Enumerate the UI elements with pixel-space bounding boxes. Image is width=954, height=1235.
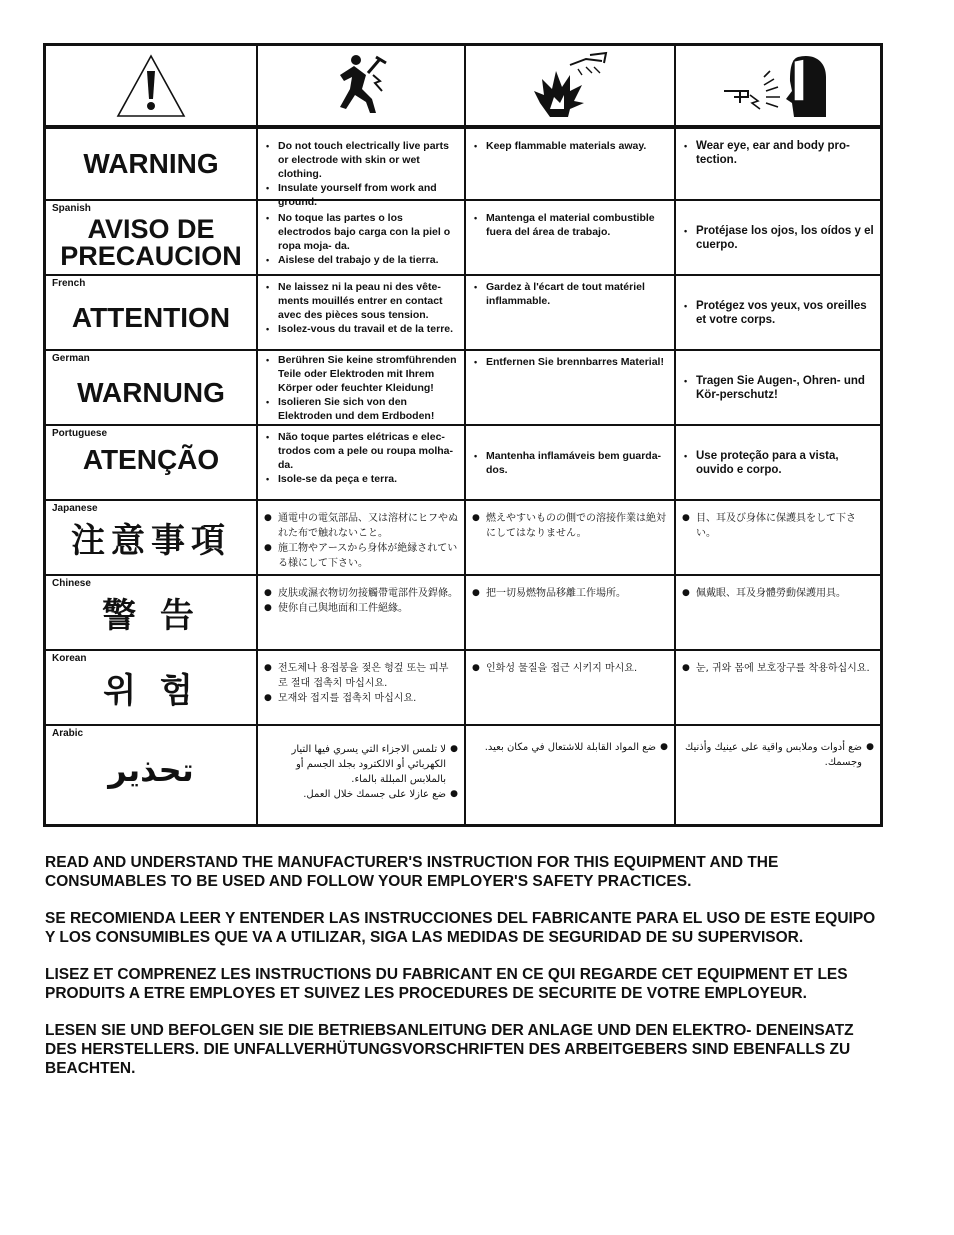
- list-item: • Ne laissez ni la peau ni des vête- ments mouillés entrer en contact avec des pièces sous tension.: [264, 280, 458, 322]
- row-korean-fire: [466, 651, 676, 726]
- row-chinese-fire: [466, 576, 676, 651]
- list-item: • Protégez vos yeux, vos oreilles et votre corps.: [682, 299, 874, 327]
- row-korean-label: [46, 651, 258, 726]
- list-item: • Isolez-vous du travail et de la terre.: [264, 322, 458, 336]
- language-label: Chinese: [52, 578, 91, 589]
- row-korean-electric: [258, 651, 466, 726]
- list-item: ● 目、耳及び身体に保護具をして下さい。: [682, 511, 874, 541]
- list-item: • Tragen Sie Augen-, Ohren- und Kör-perschutz!: [682, 374, 874, 402]
- list-item: • Aislese del trabajo y de la tierra.: [264, 253, 458, 267]
- language-label: French: [52, 278, 86, 289]
- row-spanish-label: [46, 201, 258, 276]
- list-item: • Do not touch electrically live parts or electrode with skin or wet clothing.: [264, 139, 458, 181]
- note-french: LISEZ ET COMPRENEZ LES INSTRUCTIONS DU FABRICANT EN CE QUI REGARDE CET EQUIPMENT ET LES PRODUITS A ETRE EMPLOYES ET SUIVEZ LES PROCEDURES DE SECURITE DE VOTRE EMPLOYEUR.: [45, 966, 848, 1002]
- language-label: Spanish: [52, 203, 91, 214]
- language-label: German: [52, 353, 90, 364]
- header-protect-cell: [676, 46, 880, 129]
- list-item: ● 전도체나 용접봉을 젖은 헝겊 또는 피부로 절대 접촉치 마십시요.: [264, 661, 458, 691]
- list-item: ● ضع عازلا على جسمك خلال العمل.: [264, 787, 458, 802]
- list-item: ● 通電中の電気部品、又は溶材にヒフやぬれた布で触れないこと。: [264, 511, 458, 541]
- row-japanese-label: [46, 501, 258, 576]
- row-german-electric: [258, 351, 466, 426]
- row-german-protect: [676, 351, 880, 426]
- list-item: • Mantenha inflamáveis bem guarda- dos.: [472, 449, 668, 477]
- list-item: ● 모재와 접지를 접촉치 마십시요.: [264, 691, 458, 706]
- list-item: • Gardez à l'écart de tout matériel inflammable.: [472, 280, 668, 308]
- warning-word-chinese: 警 告: [102, 596, 200, 637]
- list-item: • Berühren Sie keine stromführenden Teile oder Elektroden mit Ihrem Körper oder feuchter Kleidung!: [264, 353, 458, 395]
- row-portuguese-electric: [258, 426, 466, 501]
- row-portuguese-label: [46, 426, 258, 501]
- row-german-fire: [466, 351, 676, 426]
- list-item: • Isolieren Sie sich von den Elektroden und dem Erdboden!: [264, 395, 458, 423]
- row-japanese-fire: [466, 501, 676, 576]
- language-label: Arabic: [52, 728, 84, 739]
- list-item: ● 佩戴眼、耳及身體勞動保護用具。: [682, 586, 874, 601]
- language-label: Korean: [52, 653, 87, 664]
- list-item: • Insulate yourself from work and ground.: [264, 181, 458, 209]
- note-german: LESEN SIE UND BEFOLGEN SIE DIE BETRIEBSANLEITUNG DER ANLAGE UND DEN ELEKTRO- DENEINSATZ DES HERSTELLERS. DIE UNFALLVERHÜTUNGSVORSCHRIFTEN DES ARBEITGEBERS SIND EBENFALLS ZU BEACHTEN.: [45, 1022, 854, 1077]
- header-fire-cell: [466, 46, 676, 129]
- warning-word-french: ATTENTION: [71, 301, 231, 333]
- row-english-fire: [466, 129, 676, 201]
- note-english: READ AND UNDERSTAND THE MANUFACTURER'S INSTRUCTION FOR THIS EQUIPMENT AND THE CONSUMABLES TO BE USED AND FOLLOW YOUR EMPLOYER'S SAFETY PRACTICES.: [45, 854, 779, 890]
- list-item: ● 施工物やアースから身体が絶縁されている様にして下さい。: [264, 541, 458, 571]
- row-english-protect: [676, 129, 880, 201]
- list-item: ● 인화성 물질을 접근 시키지 마시요.: [472, 661, 668, 676]
- list-item: • Mantenga el material combustible fuera del área de trabajo.: [472, 211, 668, 239]
- row-french-electric: [258, 276, 466, 351]
- list-item: • Keep flammable materials away.: [472, 139, 668, 153]
- electric-shock-icon: [328, 51, 394, 121]
- language-label: Portuguese: [52, 428, 108, 439]
- list-item: • Use proteção para a vista, ouvido e corpo.: [682, 449, 874, 477]
- language-label: Japanese: [52, 503, 98, 514]
- warning-word-korean: 위 험: [103, 671, 199, 712]
- list-item: • Não toque partes elétricas e elec- trodos com a pele ou roupa molha- da.: [264, 430, 458, 472]
- warning-triangle-icon: [115, 53, 187, 119]
- row-japanese-protect: [676, 501, 880, 576]
- warning-word-portuguese: ATENÇÃO: [82, 444, 220, 476]
- row-french-protect: [676, 276, 880, 351]
- row-japanese-electric: [258, 501, 466, 576]
- row-arabic-electric: [258, 726, 466, 824]
- list-item: • Entfernen Sie brennbarres Material!: [472, 355, 668, 369]
- list-item: ● ضع أدوات وملابس واقية على عينيك وأذنيك وجسمك.: [682, 740, 874, 770]
- row-chinese-label: [46, 576, 258, 651]
- warning-word-spanish: AVISO DE PRECAUCION: [60, 214, 242, 272]
- warning-word-english: WARNING: [83, 148, 219, 179]
- face-shield-sparks-icon: [718, 51, 838, 121]
- row-chinese-electric: [258, 576, 466, 651]
- list-item: ● 使你自己與地面和工件絕緣。: [264, 601, 458, 616]
- row-spanish-electric: [258, 201, 466, 276]
- header-electric-cell: [258, 46, 466, 129]
- list-item: ● لا تلمس الاجزاء التي يسري فيها التيار الكهربائي أو الالكترود بجلد الجسم أو بالملابس المبللة بالماء.: [264, 742, 458, 787]
- row-spanish-fire: [466, 201, 676, 276]
- instruction-notes: [45, 853, 885, 1096]
- list-item: • Isole-se da peça e terra.: [264, 472, 458, 486]
- note-spanish: SE RECOMIENDA LEER Y ENTENDER LAS INSTRUCCIONES DEL FABRICANTE PARA EL USO DE ESTE EQUIPO Y LOS CONSUMIBLES QUE VA A UTILIZAR, SIGA LAS MEDIDAS DE SEGURIDAD DE SU SUPERVISOR.: [45, 910, 876, 946]
- warning-word-japanese: 注意事項: [71, 521, 231, 562]
- list-item: ● 燃えやすいものの側での溶接作業は絶対にしてはなりません。: [472, 511, 668, 541]
- warning-table: [43, 43, 883, 827]
- list-item: • No toque las partes o los electrodos bajo carga con la piel o ropa moja- da.: [264, 211, 458, 253]
- list-item: ● 눈, 귀와 몸에 보호장구를 착용하십시요.: [682, 661, 874, 676]
- warning-word-german: WARNUNG: [77, 376, 225, 408]
- warning-word-arabic: تحذير: [108, 751, 194, 790]
- row-french-fire: [466, 276, 676, 351]
- row-arabic-fire: [466, 726, 676, 824]
- fire-explosion-icon: [530, 51, 610, 121]
- row-korean-protect: [676, 651, 880, 726]
- list-item: ● 皮肤或濕衣物切勿接觸帶電部件及銲條。: [264, 586, 458, 601]
- row-arabic-label: [46, 726, 258, 824]
- row-english-label: [46, 129, 258, 201]
- row-chinese-protect: [676, 576, 880, 651]
- list-item: • Wear eye, ear and body pro- tection.: [682, 139, 874, 167]
- row-arabic-protect: [676, 726, 880, 824]
- list-item: ● 把一切易燃物品移離工作場所。: [472, 586, 668, 601]
- row-portuguese-fire: [466, 426, 676, 501]
- row-spanish-protect: [676, 201, 880, 276]
- list-item: • Protéjase los ojos, los oídos y el cuerpo.: [682, 224, 874, 252]
- list-item: ● ضع المواد القابلة للاشتعال في مكان بعيد.: [472, 740, 668, 755]
- row-german-label: [46, 351, 258, 426]
- row-french-label: [46, 276, 258, 351]
- row-english-electric: [258, 129, 466, 208]
- header-warning-cell: [46, 46, 258, 129]
- row-portuguese-protect: [676, 426, 880, 501]
